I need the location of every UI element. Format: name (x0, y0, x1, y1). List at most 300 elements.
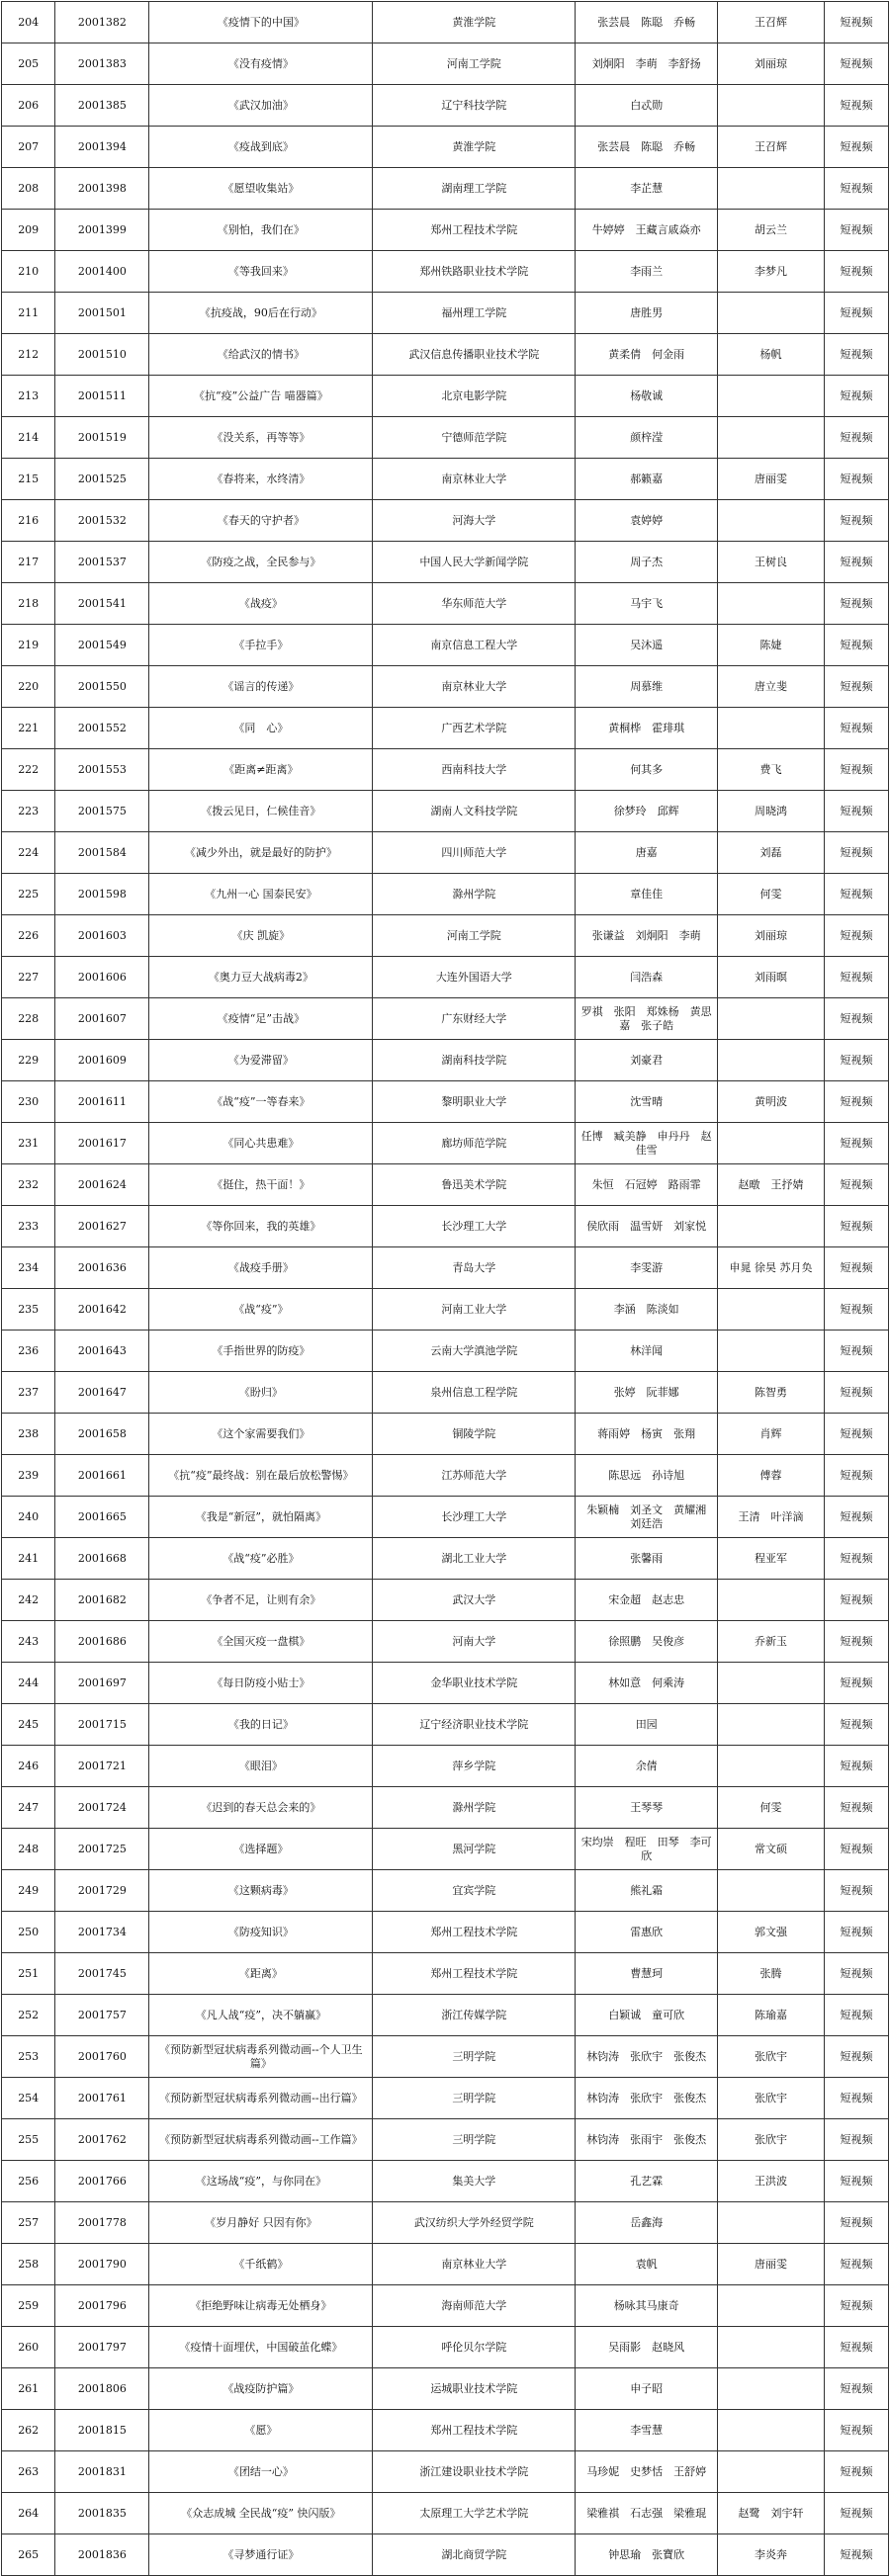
work-type-cell: 短视频 (824, 915, 888, 957)
authors-cell: 岳鑫海 (576, 2202, 718, 2244)
advisor-cell: 王召辉 (718, 2, 825, 43)
work-type-cell: 短视频 (824, 459, 888, 500)
authors-cell: 孔艺霖 (576, 2161, 718, 2202)
work-title-cell: 《战疫》 (149, 583, 373, 625)
school-cell: 黄淮学院 (373, 2, 576, 43)
school-cell: 南京信息工程大学 (373, 625, 576, 666)
entry-id-cell: 2001757 (55, 1995, 149, 2036)
work-type-cell: 短视频 (824, 2327, 888, 2368)
row-number-cell: 225 (2, 874, 55, 915)
table-row (2, 1787, 889, 1829)
work-type-cell: 短视频 (824, 749, 888, 791)
school-cell: 湖南科技学院 (373, 1040, 576, 1081)
table-row (2, 1164, 889, 1206)
row-number-cell: 255 (2, 2119, 55, 2161)
entry-id-cell: 2001584 (55, 832, 149, 874)
advisor-cell (718, 1870, 825, 1912)
work-type-cell: 短视频 (824, 210, 888, 251)
authors-cell: 唐嘉 (576, 832, 718, 874)
row-number-cell: 208 (2, 168, 55, 210)
work-title-cell: 《眼泪》 (149, 1746, 373, 1787)
row-number-cell: 222 (2, 749, 55, 791)
row-number-cell: 243 (2, 1621, 55, 1663)
advisor-cell (718, 1663, 825, 1704)
school-cell: 北京电影学院 (373, 376, 576, 417)
work-title-cell: 《拨云见日，仁候佳音》 (149, 791, 373, 832)
entry-id-cell: 2001501 (55, 293, 149, 334)
school-cell: 南京林业大学 (373, 2244, 576, 2285)
row-number-cell: 233 (2, 1206, 55, 1247)
entry-id-cell: 2001553 (55, 749, 149, 791)
entry-id-cell: 2001385 (55, 85, 149, 127)
entry-id-cell: 2001665 (55, 1497, 149, 1538)
school-cell: 三明学院 (373, 2119, 576, 2161)
work-type-cell: 短视频 (824, 85, 888, 127)
work-title-cell: 《愿》 (149, 2410, 373, 2451)
school-cell: 滁州学院 (373, 874, 576, 915)
advisor-cell: 李梦凡 (718, 251, 825, 293)
entry-id-cell: 2001398 (55, 168, 149, 210)
authors-cell: 袁帆 (576, 2244, 718, 2285)
row-number-cell: 258 (2, 2244, 55, 2285)
school-cell: 广东财经大学 (373, 998, 576, 1040)
school-cell: 武汉纺织大学外经贸学院 (373, 2202, 576, 2244)
entries-table (1, 1, 889, 2576)
work-title-cell: 《防疫知识》 (149, 1912, 373, 1953)
school-cell: 海南师范大学 (373, 2285, 576, 2327)
table-row (2, 251, 889, 293)
entry-id-cell: 2001537 (55, 542, 149, 583)
work-type-cell: 短视频 (824, 1912, 888, 1953)
work-type-cell: 短视频 (824, 2410, 888, 2451)
advisor-cell (718, 1040, 825, 1081)
authors-cell: 熊礼霜 (576, 1870, 718, 1912)
school-cell: 金华职业技术学院 (373, 1663, 576, 1704)
work-type-cell: 短视频 (824, 1331, 888, 1372)
table-row (2, 1455, 889, 1497)
advisor-cell: 陈瑜嘉 (718, 1995, 825, 2036)
work-type-cell: 短视频 (824, 2078, 888, 2119)
row-number-cell: 242 (2, 1580, 55, 1621)
table-row (2, 1870, 889, 1912)
work-type-cell: 短视频 (824, 2036, 888, 2078)
authors-cell: 沈雪晴 (576, 1081, 718, 1123)
work-title-cell: 《迟到的春天总会来的》 (149, 1787, 373, 1829)
work-type-cell: 短视频 (824, 417, 888, 459)
work-title-cell: 《这场战“疫”，与你同在》 (149, 2161, 373, 2202)
authors-cell: 朱恒 石冠婷 路雨霏 (576, 1164, 718, 1206)
school-cell: 运城职业技术学院 (373, 2368, 576, 2410)
authors-cell: 宋均崇 程旺 田琴 李可欣 (576, 1829, 718, 1870)
table-row (2, 1123, 889, 1164)
row-number-cell: 212 (2, 334, 55, 376)
authors-cell: 黄桐桦 霍琲琪 (576, 708, 718, 749)
school-cell: 河南工学院 (373, 915, 576, 957)
table-row (2, 666, 889, 708)
school-cell: 河南工学院 (373, 43, 576, 85)
school-cell: 萍乡学院 (373, 1746, 576, 1787)
advisor-cell (718, 2368, 825, 2410)
entry-id-cell: 2001603 (55, 915, 149, 957)
work-title-cell: 《谣言的传递》 (149, 666, 373, 708)
table-row (2, 85, 889, 127)
work-type-cell: 短视频 (824, 2534, 888, 2576)
entry-id-cell: 2001766 (55, 2161, 149, 2202)
authors-cell: 刘炯阳 李萌 李舒扬 (576, 43, 718, 85)
entry-id-cell: 2001647 (55, 1372, 149, 1414)
advisor-cell: 唐丽雯 (718, 2244, 825, 2285)
work-title-cell: 《这颗病毒》 (149, 1870, 373, 1912)
table-row (2, 334, 889, 376)
advisor-cell: 王洪波 (718, 2161, 825, 2202)
authors-cell: 吴雨影 赵晓风 (576, 2327, 718, 2368)
authors-cell: 袁婷婷 (576, 500, 718, 542)
work-type-cell: 短视频 (824, 127, 888, 168)
work-title-cell: 《战“疫”必胜》 (149, 1538, 373, 1580)
advisor-cell: 赵暾 王抒婧 (718, 1164, 825, 1206)
entry-id-cell: 2001697 (55, 1663, 149, 1704)
authors-cell: 钟思瑜 张寶欣 (576, 2534, 718, 2576)
row-number-cell: 207 (2, 127, 55, 168)
table-row (2, 459, 889, 500)
row-number-cell: 249 (2, 1870, 55, 1912)
work-type-cell: 短视频 (824, 2451, 888, 2493)
advisor-cell (718, 1746, 825, 1787)
authors-cell: 李雨兰 (576, 251, 718, 293)
work-type-cell: 短视频 (824, 1704, 888, 1746)
table-row (2, 43, 889, 85)
advisor-cell: 唐丽雯 (718, 459, 825, 500)
row-number-cell: 204 (2, 2, 55, 43)
entry-id-cell: 2001607 (55, 998, 149, 1040)
advisor-cell (718, 85, 825, 127)
table-row (2, 1081, 889, 1123)
school-cell: 浙江传媒学院 (373, 1995, 576, 2036)
school-cell: 辽宁经济职业技术学院 (373, 1704, 576, 1746)
work-type-cell: 短视频 (824, 1829, 888, 1870)
table-row (2, 1912, 889, 1953)
work-title-cell: 《每日防疫小贴士》 (149, 1663, 373, 1704)
advisor-cell: 张欣宇 (718, 2036, 825, 2078)
school-cell: 浙江建设职业技术学院 (373, 2451, 576, 2493)
authors-cell: 罗祺 张阳 郑姝杨 黄思嘉 张子皓 (576, 998, 718, 1040)
school-cell: 广西艺术学院 (373, 708, 576, 749)
table-row (2, 1995, 889, 2036)
work-title-cell: 《这个家需要我们》 (149, 1414, 373, 1455)
authors-cell: 王琴琴 (576, 1787, 718, 1829)
school-cell: 廊坊师范学院 (373, 1123, 576, 1164)
work-type-cell: 短视频 (824, 1953, 888, 1995)
work-type-cell: 短视频 (824, 1663, 888, 1704)
advisor-cell: 陈智勇 (718, 1372, 825, 1414)
school-cell: 南京林业大学 (373, 459, 576, 500)
school-cell: 泉州信息工程学院 (373, 1372, 576, 1414)
work-title-cell: 《防疫之战，全民参与》 (149, 542, 373, 583)
entry-id-cell: 2001541 (55, 583, 149, 625)
work-title-cell: 《奥力豆大战病毒2》 (149, 957, 373, 998)
advisor-cell (718, 1206, 825, 1247)
school-cell: 云南大学滇池学院 (373, 1331, 576, 1372)
school-cell: 宜宾学院 (373, 1870, 576, 1912)
school-cell: 西南科技大学 (373, 749, 576, 791)
advisor-cell: 傅蓉 (718, 1455, 825, 1497)
authors-cell: 余倩 (576, 1746, 718, 1787)
school-cell: 黑河学院 (373, 1829, 576, 1870)
advisor-cell: 刘雨暝 (718, 957, 825, 998)
school-cell: 长沙理工大学 (373, 1497, 576, 1538)
row-number-cell: 210 (2, 251, 55, 293)
work-type-cell: 短视频 (824, 168, 888, 210)
table-row (2, 1621, 889, 1663)
entry-id-cell: 2001383 (55, 43, 149, 85)
table-row (2, 1663, 889, 1704)
entry-id-cell: 2001836 (55, 2534, 149, 2576)
table-row (2, 2410, 889, 2451)
row-number-cell: 253 (2, 2036, 55, 2078)
row-number-cell: 262 (2, 2410, 55, 2451)
authors-cell: 颜梓滢 (576, 417, 718, 459)
table-row (2, 1829, 889, 1870)
authors-cell: 杨咏其马康奇 (576, 2285, 718, 2327)
table-row (2, 2327, 889, 2368)
table-row (2, 2119, 889, 2161)
entry-id-cell: 2001762 (55, 2119, 149, 2161)
entry-id-cell: 2001609 (55, 1040, 149, 1081)
work-title-cell: 《众志成城 全民战“疫” 快闪版》 (149, 2493, 373, 2534)
table-row (2, 1289, 889, 1331)
advisor-cell: 张腾 (718, 1953, 825, 1995)
work-type-cell: 短视频 (824, 2493, 888, 2534)
work-title-cell: 《等你回来，我的英雄》 (149, 1206, 373, 1247)
school-cell: 滁州学院 (373, 1787, 576, 1829)
row-number-cell: 246 (2, 1746, 55, 1787)
school-cell: 河南工业大学 (373, 1289, 576, 1331)
authors-cell: 李雯游 (576, 1247, 718, 1289)
table-row (2, 791, 889, 832)
school-cell: 黎明职业大学 (373, 1081, 576, 1123)
work-type-cell: 短视频 (824, 708, 888, 749)
work-title-cell: 《战疫手册》 (149, 1247, 373, 1289)
school-cell: 辽宁科技学院 (373, 85, 576, 127)
work-title-cell: 《抗“疫”最终战：别在最后放松警惕》 (149, 1455, 373, 1497)
table-row (2, 625, 889, 666)
work-title-cell: 《争者不足，让则有余》 (149, 1580, 373, 1621)
advisor-cell (718, 708, 825, 749)
authors-cell: 李雪慧 (576, 2410, 718, 2451)
school-cell: 湖北商贸学院 (373, 2534, 576, 2576)
work-title-cell: 《减少外出，就是最好的防护》 (149, 832, 373, 874)
table-row (2, 1331, 889, 1372)
entry-id-cell: 2001790 (55, 2244, 149, 2285)
school-cell: 鲁迅美术学院 (373, 1164, 576, 1206)
row-number-cell: 247 (2, 1787, 55, 1829)
work-title-cell: 《为爱滞留》 (149, 1040, 373, 1081)
work-title-cell: 《挺住，热干面！》 (149, 1164, 373, 1206)
work-title-cell: 《武汉加油》 (149, 85, 373, 127)
work-type-cell: 短视频 (824, 1995, 888, 2036)
advisor-cell: 郭文强 (718, 1912, 825, 1953)
row-number-cell: 214 (2, 417, 55, 459)
row-number-cell: 248 (2, 1829, 55, 1870)
work-type-cell: 短视频 (824, 1289, 888, 1331)
authors-cell: 梁雅祺 石志强 梁雅琨 (576, 2493, 718, 2534)
work-type-cell: 短视频 (824, 251, 888, 293)
row-number-cell: 206 (2, 85, 55, 127)
work-type-cell: 短视频 (824, 1497, 888, 1538)
school-cell: 黄淮学院 (373, 127, 576, 168)
advisor-cell (718, 2202, 825, 2244)
authors-cell: 徐梦玲 邱辉 (576, 791, 718, 832)
school-cell: 湖北工业大学 (373, 1538, 576, 1580)
authors-cell: 林钧涛 张欣宇 张俊杰 (576, 2078, 718, 2119)
table-row (2, 998, 889, 1040)
advisor-cell: 何雯 (718, 1787, 825, 1829)
work-title-cell: 《春将来，水终清》 (149, 459, 373, 500)
entry-id-cell: 2001510 (55, 334, 149, 376)
advisor-cell (718, 376, 825, 417)
authors-cell: 吴沐遥 (576, 625, 718, 666)
authors-cell: 白颖诚 童可欣 (576, 1995, 718, 2036)
table-row (2, 832, 889, 874)
authors-cell: 侯欣雨 温雪妍 刘家悦 (576, 1206, 718, 1247)
advisor-cell (718, 2285, 825, 2327)
work-title-cell: 《拒绝野味让病毒无处栖身》 (149, 2285, 373, 2327)
entry-id-cell: 2001382 (55, 2, 149, 43)
entry-id-cell: 2001686 (55, 1621, 149, 1663)
row-number-cell: 219 (2, 625, 55, 666)
entry-id-cell: 2001643 (55, 1331, 149, 1372)
row-number-cell: 218 (2, 583, 55, 625)
table-row (2, 542, 889, 583)
work-title-cell: 《抗疫战，90后在行动》 (149, 293, 373, 334)
row-number-cell: 226 (2, 915, 55, 957)
work-type-cell: 短视频 (824, 2, 888, 43)
authors-cell: 林钧涛 张雨宇 张俊杰 (576, 2119, 718, 2161)
advisor-cell: 乔新玉 (718, 1621, 825, 1663)
work-type-cell: 短视频 (824, 1414, 888, 1455)
work-type-cell: 短视频 (824, 1746, 888, 1787)
entry-id-cell: 2001575 (55, 791, 149, 832)
authors-cell: 章佳佳 (576, 874, 718, 915)
work-type-cell: 短视频 (824, 1372, 888, 1414)
work-title-cell: 《同 心》 (149, 708, 373, 749)
authors-cell: 张芸晨 陈聪 乔畅 (576, 127, 718, 168)
advisor-cell (718, 2327, 825, 2368)
entry-id-cell: 2001778 (55, 2202, 149, 2244)
entry-id-cell: 2001796 (55, 2285, 149, 2327)
advisor-cell: 王召辉 (718, 127, 825, 168)
work-title-cell: 《疫情“足”击战》 (149, 998, 373, 1040)
advisor-cell (718, 1580, 825, 1621)
school-cell: 青岛大学 (373, 1247, 576, 1289)
entry-id-cell: 2001797 (55, 2327, 149, 2368)
authors-cell: 马珍妮 史梦恬 王舒婷 (576, 2451, 718, 2493)
authors-cell: 张芸晨 陈聪 乔畅 (576, 2, 718, 43)
advisor-cell: 唐立斐 (718, 666, 825, 708)
work-title-cell: 《选择题》 (149, 1829, 373, 1870)
advisor-cell (718, 2410, 825, 2451)
authors-cell: 蒋雨婷 杨寅 张翔 (576, 1414, 718, 1455)
table-row (2, 2078, 889, 2119)
row-number-cell: 213 (2, 376, 55, 417)
work-title-cell: 《预防新型冠状病毒系列微动画--个人卫生篇》 (149, 2036, 373, 2078)
school-cell: 郑州工程技术学院 (373, 2410, 576, 2451)
school-cell: 郑州工程技术学院 (373, 1953, 576, 1995)
advisor-cell (718, 168, 825, 210)
work-type-cell: 短视频 (824, 832, 888, 874)
table-row (2, 127, 889, 168)
work-title-cell: 《春天的守护者》 (149, 500, 373, 542)
school-cell: 郑州工程技术学院 (373, 210, 576, 251)
authors-cell: 黄柔倩 何金雨 (576, 334, 718, 376)
row-number-cell: 261 (2, 2368, 55, 2410)
advisor-cell: 张欣宇 (718, 2119, 825, 2161)
entry-id-cell: 2001627 (55, 1206, 149, 1247)
authors-cell: 徐照鹏 吴俊彦 (576, 1621, 718, 1663)
work-title-cell: 《预防新型冠状病毒系列微动画--出行篇》 (149, 2078, 373, 2119)
advisor-cell (718, 1331, 825, 1372)
authors-cell: 雷惠欣 (576, 1912, 718, 1953)
entry-id-cell: 2001760 (55, 2036, 149, 2078)
school-cell: 集美大学 (373, 2161, 576, 2202)
advisor-cell: 程亚军 (718, 1538, 825, 1580)
advisor-cell: 陈婕 (718, 625, 825, 666)
school-cell: 四川师范大学 (373, 832, 576, 874)
work-title-cell: 《距离≠距离》 (149, 749, 373, 791)
work-title-cell: 《战“疫”一等春来》 (149, 1081, 373, 1123)
authors-cell: 闫浩森 (576, 957, 718, 998)
work-title-cell: 《寻梦通行证》 (149, 2534, 373, 2576)
school-cell: 三明学院 (373, 2036, 576, 2078)
school-cell: 三明学院 (373, 2078, 576, 2119)
advisor-cell (718, 998, 825, 1040)
table-row (2, 2244, 889, 2285)
work-type-cell: 短视频 (824, 1621, 888, 1663)
table-row (2, 957, 889, 998)
work-type-cell: 短视频 (824, 1580, 888, 1621)
work-title-cell: 《疫战到底》 (149, 127, 373, 168)
work-title-cell: 《等我回来》 (149, 251, 373, 293)
authors-cell: 曹慧珂 (576, 1953, 718, 1995)
school-cell: 铜陵学院 (373, 1414, 576, 1455)
advisor-cell: 王树良 (718, 542, 825, 583)
authors-cell: 张婷 阮菲娜 (576, 1372, 718, 1414)
entry-id-cell: 2001636 (55, 1247, 149, 1289)
school-cell: 华东师范大学 (373, 583, 576, 625)
row-number-cell: 244 (2, 1663, 55, 1704)
entry-id-cell: 2001598 (55, 874, 149, 915)
entry-id-cell: 2001642 (55, 1289, 149, 1331)
authors-cell: 张馨雨 (576, 1538, 718, 1580)
table-row (2, 1040, 889, 1081)
advisor-cell (718, 1123, 825, 1164)
row-number-cell: 227 (2, 957, 55, 998)
work-type-cell: 短视频 (824, 791, 888, 832)
work-title-cell: 《凡人战“疫”，决不躺赢》 (149, 1995, 373, 2036)
table-row (2, 1746, 889, 1787)
advisor-cell: 胡云兰 (718, 210, 825, 251)
entry-id-cell: 2001721 (55, 1746, 149, 1787)
advisor-cell (718, 293, 825, 334)
row-number-cell: 228 (2, 998, 55, 1040)
table-row (2, 1414, 889, 1455)
table-row (2, 210, 889, 251)
row-number-cell: 223 (2, 791, 55, 832)
table-row (2, 2493, 889, 2534)
school-cell: 河南大学 (373, 1621, 576, 1663)
table-row (2, 915, 889, 957)
table-row (2, 1953, 889, 1995)
